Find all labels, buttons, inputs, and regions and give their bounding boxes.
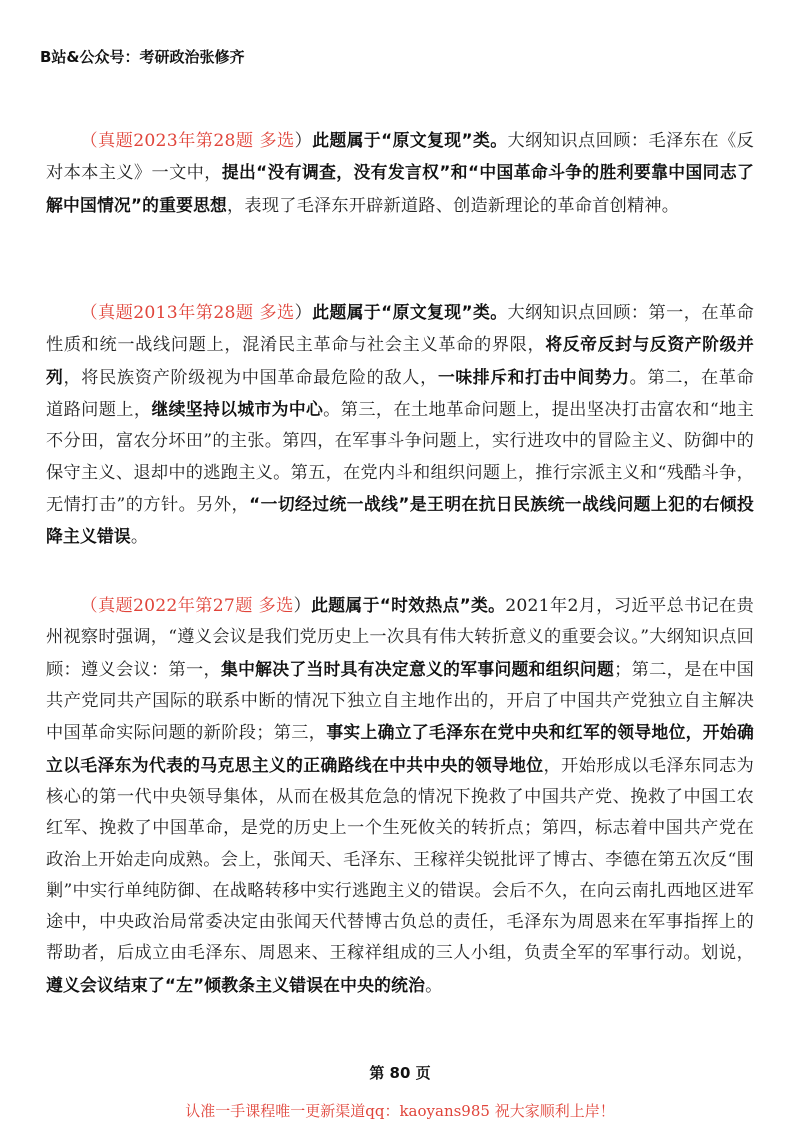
text-segment: 真题2013年第28题 多选 (98, 303, 295, 324)
footer-notice: 认准一手课程唯一更新渠道qq：kaoyans985 祝大家顺利上岸！ (185, 1102, 615, 1120)
text-segment: （ (80, 131, 99, 152)
text-segment: 此题属于“ (312, 130, 393, 151)
text-segment: 继续坚持以城市为中心 (151, 399, 324, 420)
text-segment: 2021年2月，习近平总书记在贵州视察时强调，“遵义会议是我们党历史上一次具有伟大转折意义的重要会议。”大纲知识点回顾：遵义会议：第一， (46, 596, 754, 680)
text-segment: ） (293, 596, 312, 617)
text-segment: 此题属于“ (311, 595, 391, 616)
text-segment: 大纲知识点回顾：第一，在革命性质和统一战线问题上，混淆民主革命与社会主义革命的界限， (46, 303, 755, 356)
text-segment: ，开始形成以毛泽东同志为核心的第一代中央领导集体，从而在极其危急的情况下挽救了中国共产党、挽救了中国工农红军、挽救了中国革命，是党的历史上一个生死攸关的转折点；第四，标志着中国共产党在政治上开始走向成熟。会上，张闻天、毛泽东、王稼祥尖锐批评了博古、李德在第五次反“围剿”中实行单纯防御、在战略转移中实行逃跑主义的错误。会后不久，在向云南扎西地区进军途中，中央政治局常委决定由张闻天代替博古负总的责任，毛泽东为周恩来在军事指挥上的帮助者，后成立由毛泽东、周恩来、王稼祥组成的三人小组，负责全军的军事行动。划说， (46, 755, 754, 964)
paragraph-2023-q28 (46, 125, 754, 222)
text-segment: 将反帝反封与反资产阶级并列 (46, 334, 755, 387)
text-segment: 大纲知识点回顾：毛泽东在《反对本本主义》一文中， (46, 131, 755, 184)
text-segment: ”类。 (459, 595, 506, 616)
page-number: 第 80 页 (369, 1064, 431, 1082)
text-segment: “一切经过统一战线”是王明在抗日民族统一战线问题上犯的右倾投降主义错误 (46, 493, 754, 547)
text-segment: 遵义会议结束了“左”倾教条主义错误在中央的统治 (46, 974, 426, 995)
text-segment: ；第二，是在中国共产党同共产国际的联系中断的情况下独立自主地作出的，开启了中国共产党独立自主解决中国革命实际问题的新阶段；第三， (46, 659, 754, 744)
text-segment: ”类。 (461, 130, 508, 151)
header-source: B站&公众号：考研政治张修齐 (40, 48, 245, 66)
text-segment: 。第二，在革命道路问题上， (46, 367, 755, 421)
text-segment: ，将民族资产阶级视为中国革命最危险的敌人， (63, 367, 438, 388)
text-segment: 提出“没有调查，没有发言权”和“中国革命斗争的胜利要靠中国同志了解中国情况”的重要思想 (46, 162, 754, 215)
paragraph-2022-q27 (46, 590, 754, 1002)
text-segment: 集中解决了当时具有决定意义的军事问题和组织问题 (220, 658, 615, 679)
text-segment: 真题2023年第28题 多选 (98, 131, 295, 152)
text-segment: 时效热点 (390, 595, 460, 616)
text-segment: 原文复现 (392, 302, 462, 323)
text-segment: 事实上确立了毛泽东在党中央和红军的领导地位，开始确立以毛泽东为代表的马克思主义的正确路线在中共中央的领导地位 (46, 722, 754, 775)
text-segment: 原文复现 (392, 130, 462, 151)
text-segment: ，表现了毛泽东开辟新道路、创造新理论的革命首创精神。 (227, 195, 680, 216)
paragraph-2013-q28 (46, 297, 754, 553)
text-segment: ） (294, 131, 313, 152)
text-segment: ”类。 (461, 302, 508, 323)
text-segment: 。 (425, 975, 443, 996)
text-segment: （ (80, 596, 98, 617)
text-segment: 真题2022年第27题 多选 (97, 596, 294, 617)
text-segment: 。 (130, 527, 149, 548)
text-segment: 一味排斥和打击中间势力 (437, 366, 630, 387)
text-segment: ） (294, 303, 313, 324)
text-segment: 此题属于“ (312, 302, 393, 323)
text-segment: 。第三，在土地革命问题上，提出坚决打击富农和“地主不分田，富农分坏田”的主张。第四，在军事斗争问题上，实行进攻中的冒险主义、防御中的保守主义、退却中的逃跑主义。第五，在党内斗和组织问题上，推行宗派主义和“残酷斗争，无情打击”的方针。另外， (46, 400, 754, 515)
text-segment: （ (80, 303, 99, 324)
